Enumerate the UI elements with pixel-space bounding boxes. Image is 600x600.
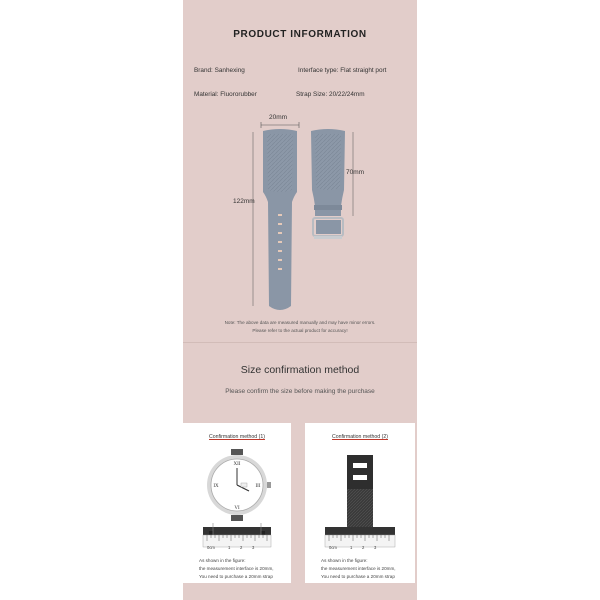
strap-illustration [183,110,417,310]
section-divider [183,342,417,343]
method-1-heading: Confirmation method (1) [209,434,265,440]
product-detail-panel [183,0,417,600]
method-2-line-3: You need to purchase a 20mm strap [321,574,395,579]
long-strap-length-label: 122mm [233,198,255,205]
method-2-line-2: the measurement interface is 20mm, [321,566,396,571]
ruler-label-1: 1 [350,545,353,550]
ruler-label-1: 1 [228,545,231,550]
brand-spec: Brand: Sanhexing [194,67,245,74]
short-strap [311,129,345,239]
measurement-note: Note: The above data are measured manually and may have minor errors. [224,320,376,325]
confirmation-method-2-card [305,423,415,583]
width-dimension-label: 20mm [269,114,288,121]
method-2-line-1: As shown in the figure: [321,558,368,563]
ruler-label-2: 2 [240,545,243,550]
method-1-line-1: As shown in the figure: [199,558,246,563]
product-information-title: PRODUCT INFORMATION [233,29,367,40]
method-1-line-3: You need to purchase a 20mm strap [199,574,273,579]
material-spec: Material: Fluororubber [194,91,257,98]
confirmation-method-1-card [183,423,291,583]
svg-text:III: III [255,484,261,489]
ruler-label-0: 0cm [329,545,337,550]
method-2-heading: Confirmation method (2) [332,434,388,440]
ruler-label-3: 3 [252,545,255,550]
strap-end-illustration [305,443,415,553]
short-strap-length-label: 70mm [346,169,365,176]
svg-text:XII: XII [233,462,241,467]
ruler-label-3: 3 [374,545,377,550]
svg-text:VI: VI [234,506,240,511]
ruler-label-2: 2 [362,545,365,550]
ruler-label-0: 0cm [207,545,215,550]
size-confirmation-subtitle: Please confirm the size before making the purchase [225,388,375,395]
long-strap [263,129,297,310]
product-information-section [183,0,417,342]
method-1-line-2: the measurement interface is 20mm, [199,566,274,571]
interface-spec: Interface type: Flat straight port [298,67,387,74]
svg-text:IX: IX [213,484,219,489]
size-confirmation-title: Size confirmation method [240,364,360,376]
accuracy-note: Please refer to the actual product for accuracy! [252,328,348,333]
strap-size-spec: Strap Size: 20/22/24mm [296,91,365,98]
watch-illustration [183,443,291,553]
